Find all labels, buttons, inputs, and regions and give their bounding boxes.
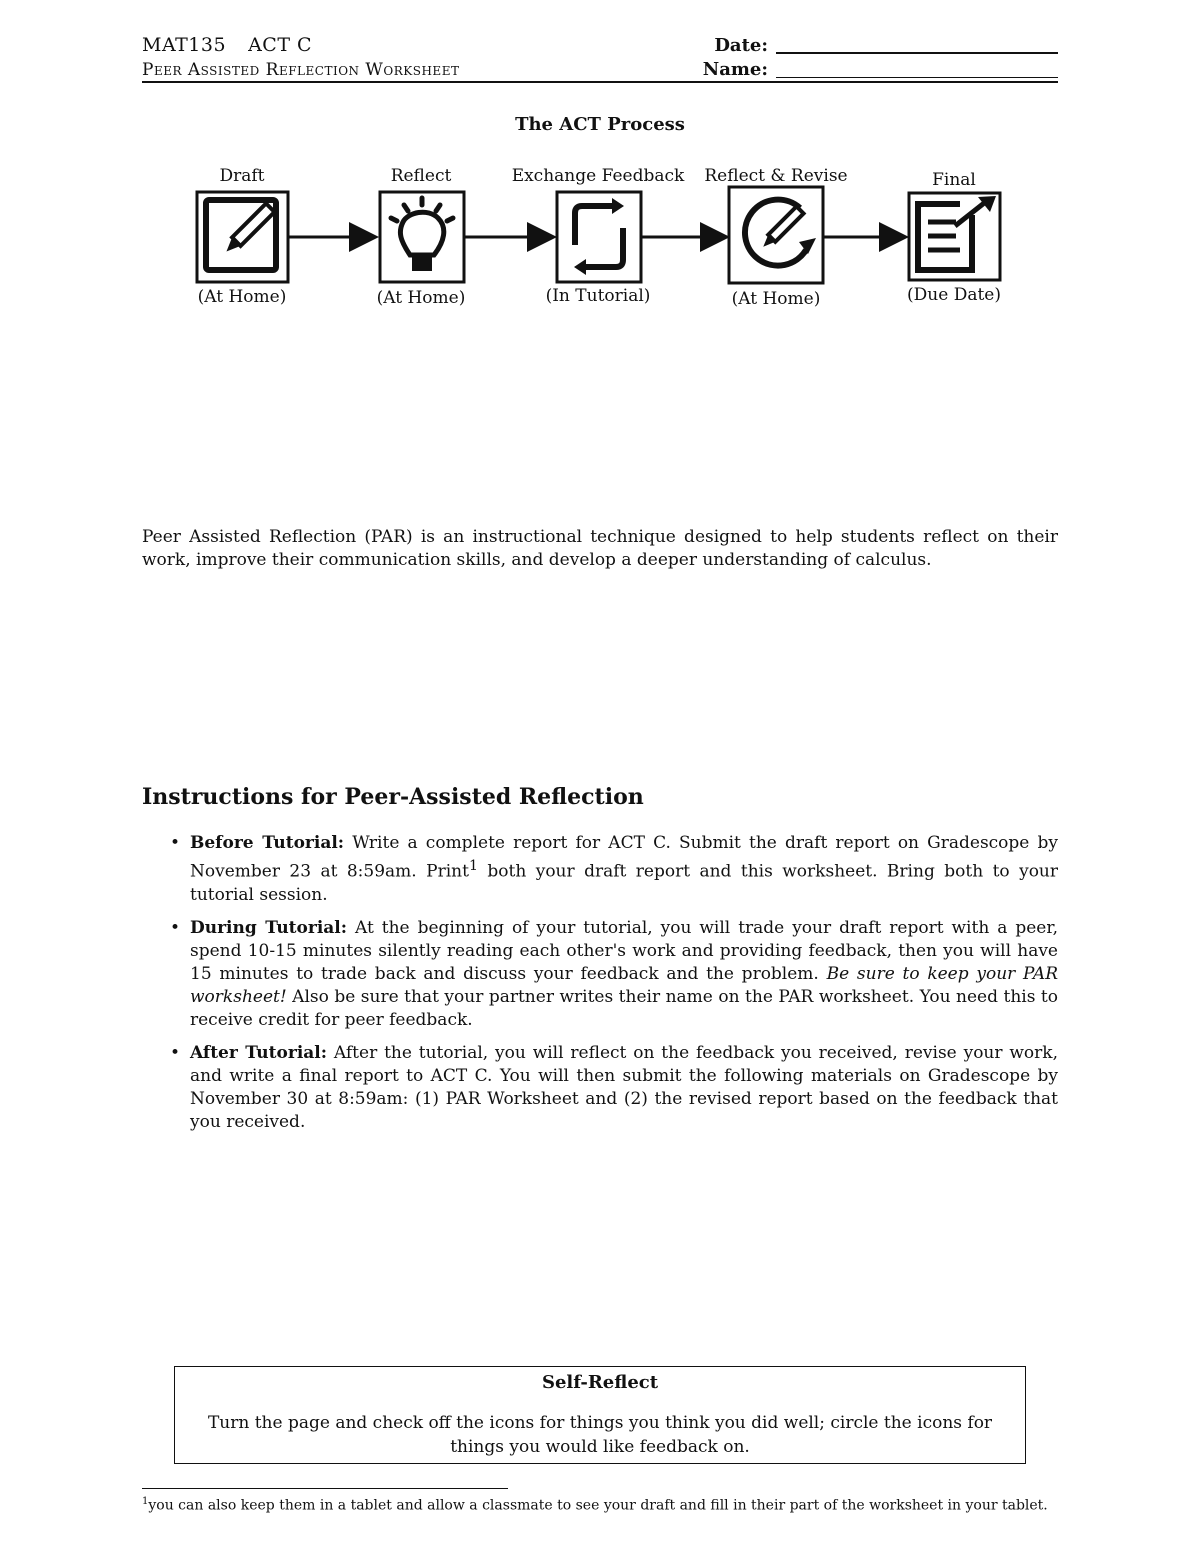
step-label-revise: Reflect & Revise xyxy=(704,166,848,186)
pencil-square-icon xyxy=(197,192,288,282)
step-sub-reflect: (At Home) xyxy=(376,288,466,308)
step-sub-draft: (At Home) xyxy=(197,287,287,307)
bullet-icon: • xyxy=(170,833,181,853)
after-label: After Tutorial: xyxy=(190,1042,328,1063)
before-label: Before Tutorial: xyxy=(190,833,345,853)
step-sub-final: (Due Date) xyxy=(907,285,1001,305)
final-document-icon xyxy=(909,193,1000,280)
date-label: Date: xyxy=(714,35,768,56)
list-item-after xyxy=(142,1042,1058,1134)
step-label-reflect: Reflect xyxy=(390,166,452,186)
during-text: At the beginning of your tutorial, you will trade your draft report with a peer, spend 10-15 minutes silently reading each other's work and providing feedback, then you will have 15 minutes to trade back and discuss your feedback and the problem. xyxy=(190,917,1058,984)
during-label: During Tutorial: xyxy=(190,917,348,938)
step-sub-revise: (At Home) xyxy=(731,289,821,309)
before-text-2: both your draft report and this worksheet. Bring both to your tutorial session. xyxy=(190,861,1059,905)
instructions-title: Instructions for Peer-Assisted Reflection xyxy=(142,784,644,810)
exchange-arrows-icon xyxy=(557,192,641,282)
lightbulb-icon xyxy=(380,192,464,282)
bullet-icon: • xyxy=(170,1042,181,1063)
self-reflect-text: Turn the page and check off the icons for things you think you did well; circle the icons for things you would like feedback on. xyxy=(207,1413,993,1457)
course-heading xyxy=(142,34,312,56)
before-text: Write a complete report for ACT C. Submit the draft report on Gradescope by November 23 at 8:59am. Print xyxy=(190,833,1058,882)
date-field[interactable] xyxy=(776,52,1058,54)
footnote-divider xyxy=(142,1488,508,1489)
footnote-text: you can also keep them in a tablet and allow a classmate to see your draft and fill in their part of the worksheet in your tablet. xyxy=(148,1497,1048,1514)
during-text-2: Also be sure that your partner writes their name on the PAR worksheet. You need this to receive credit for peer feedback. xyxy=(190,986,1058,1030)
footnote-mark: 1 xyxy=(142,1496,149,1507)
name-label: Name: xyxy=(702,59,768,80)
list-item-before xyxy=(142,832,1058,907)
name-field[interactable] xyxy=(776,77,1058,78)
step-label-draft: Draft xyxy=(219,166,265,186)
self-reflect-box xyxy=(174,1366,1026,1464)
after-text: After the tutorial, you will reflect on the feedback you received, revise your work, and write a final report to ACT C. You will then submit the following materials on Gradescope by November 30 at 8:59am: (1) PAR Worksheet and (2) the revised report based on the feedback that you received. xyxy=(190,1042,1058,1132)
during-emphasis: Be sure to keep your PAR worksheet! xyxy=(190,963,1058,1007)
footnote xyxy=(142,1493,1058,1515)
step-label-exchange: Exchange Feedback xyxy=(511,166,685,186)
list-item-during xyxy=(142,917,1058,1032)
worksheet-subtitle: Peer Assisted Reflection Worksheet xyxy=(142,60,460,80)
assignment-name: ACT C xyxy=(248,34,313,56)
instructions-list xyxy=(142,832,1058,1144)
intro-paragraph: Peer Assisted Reflection (PAR) is an instructional technique designed to help students reflect on their work, improve their communication skills, and develop a deeper understanding of calculus. xyxy=(142,527,1058,570)
step-label-final: Final xyxy=(932,170,976,190)
bullet-icon: • xyxy=(170,917,181,938)
process-title: The ACT Process xyxy=(515,114,685,135)
course-code: MAT135 xyxy=(142,34,227,56)
self-reflect-title: Self-Reflect xyxy=(541,1372,659,1393)
process-diagram xyxy=(0,185,1200,290)
header-divider xyxy=(142,81,1058,83)
revise-pencil-circle-icon xyxy=(729,187,823,283)
step-sub-exchange: (In Tutorial) xyxy=(545,286,651,306)
footnote-ref[interactable]: 1 xyxy=(468,858,478,874)
